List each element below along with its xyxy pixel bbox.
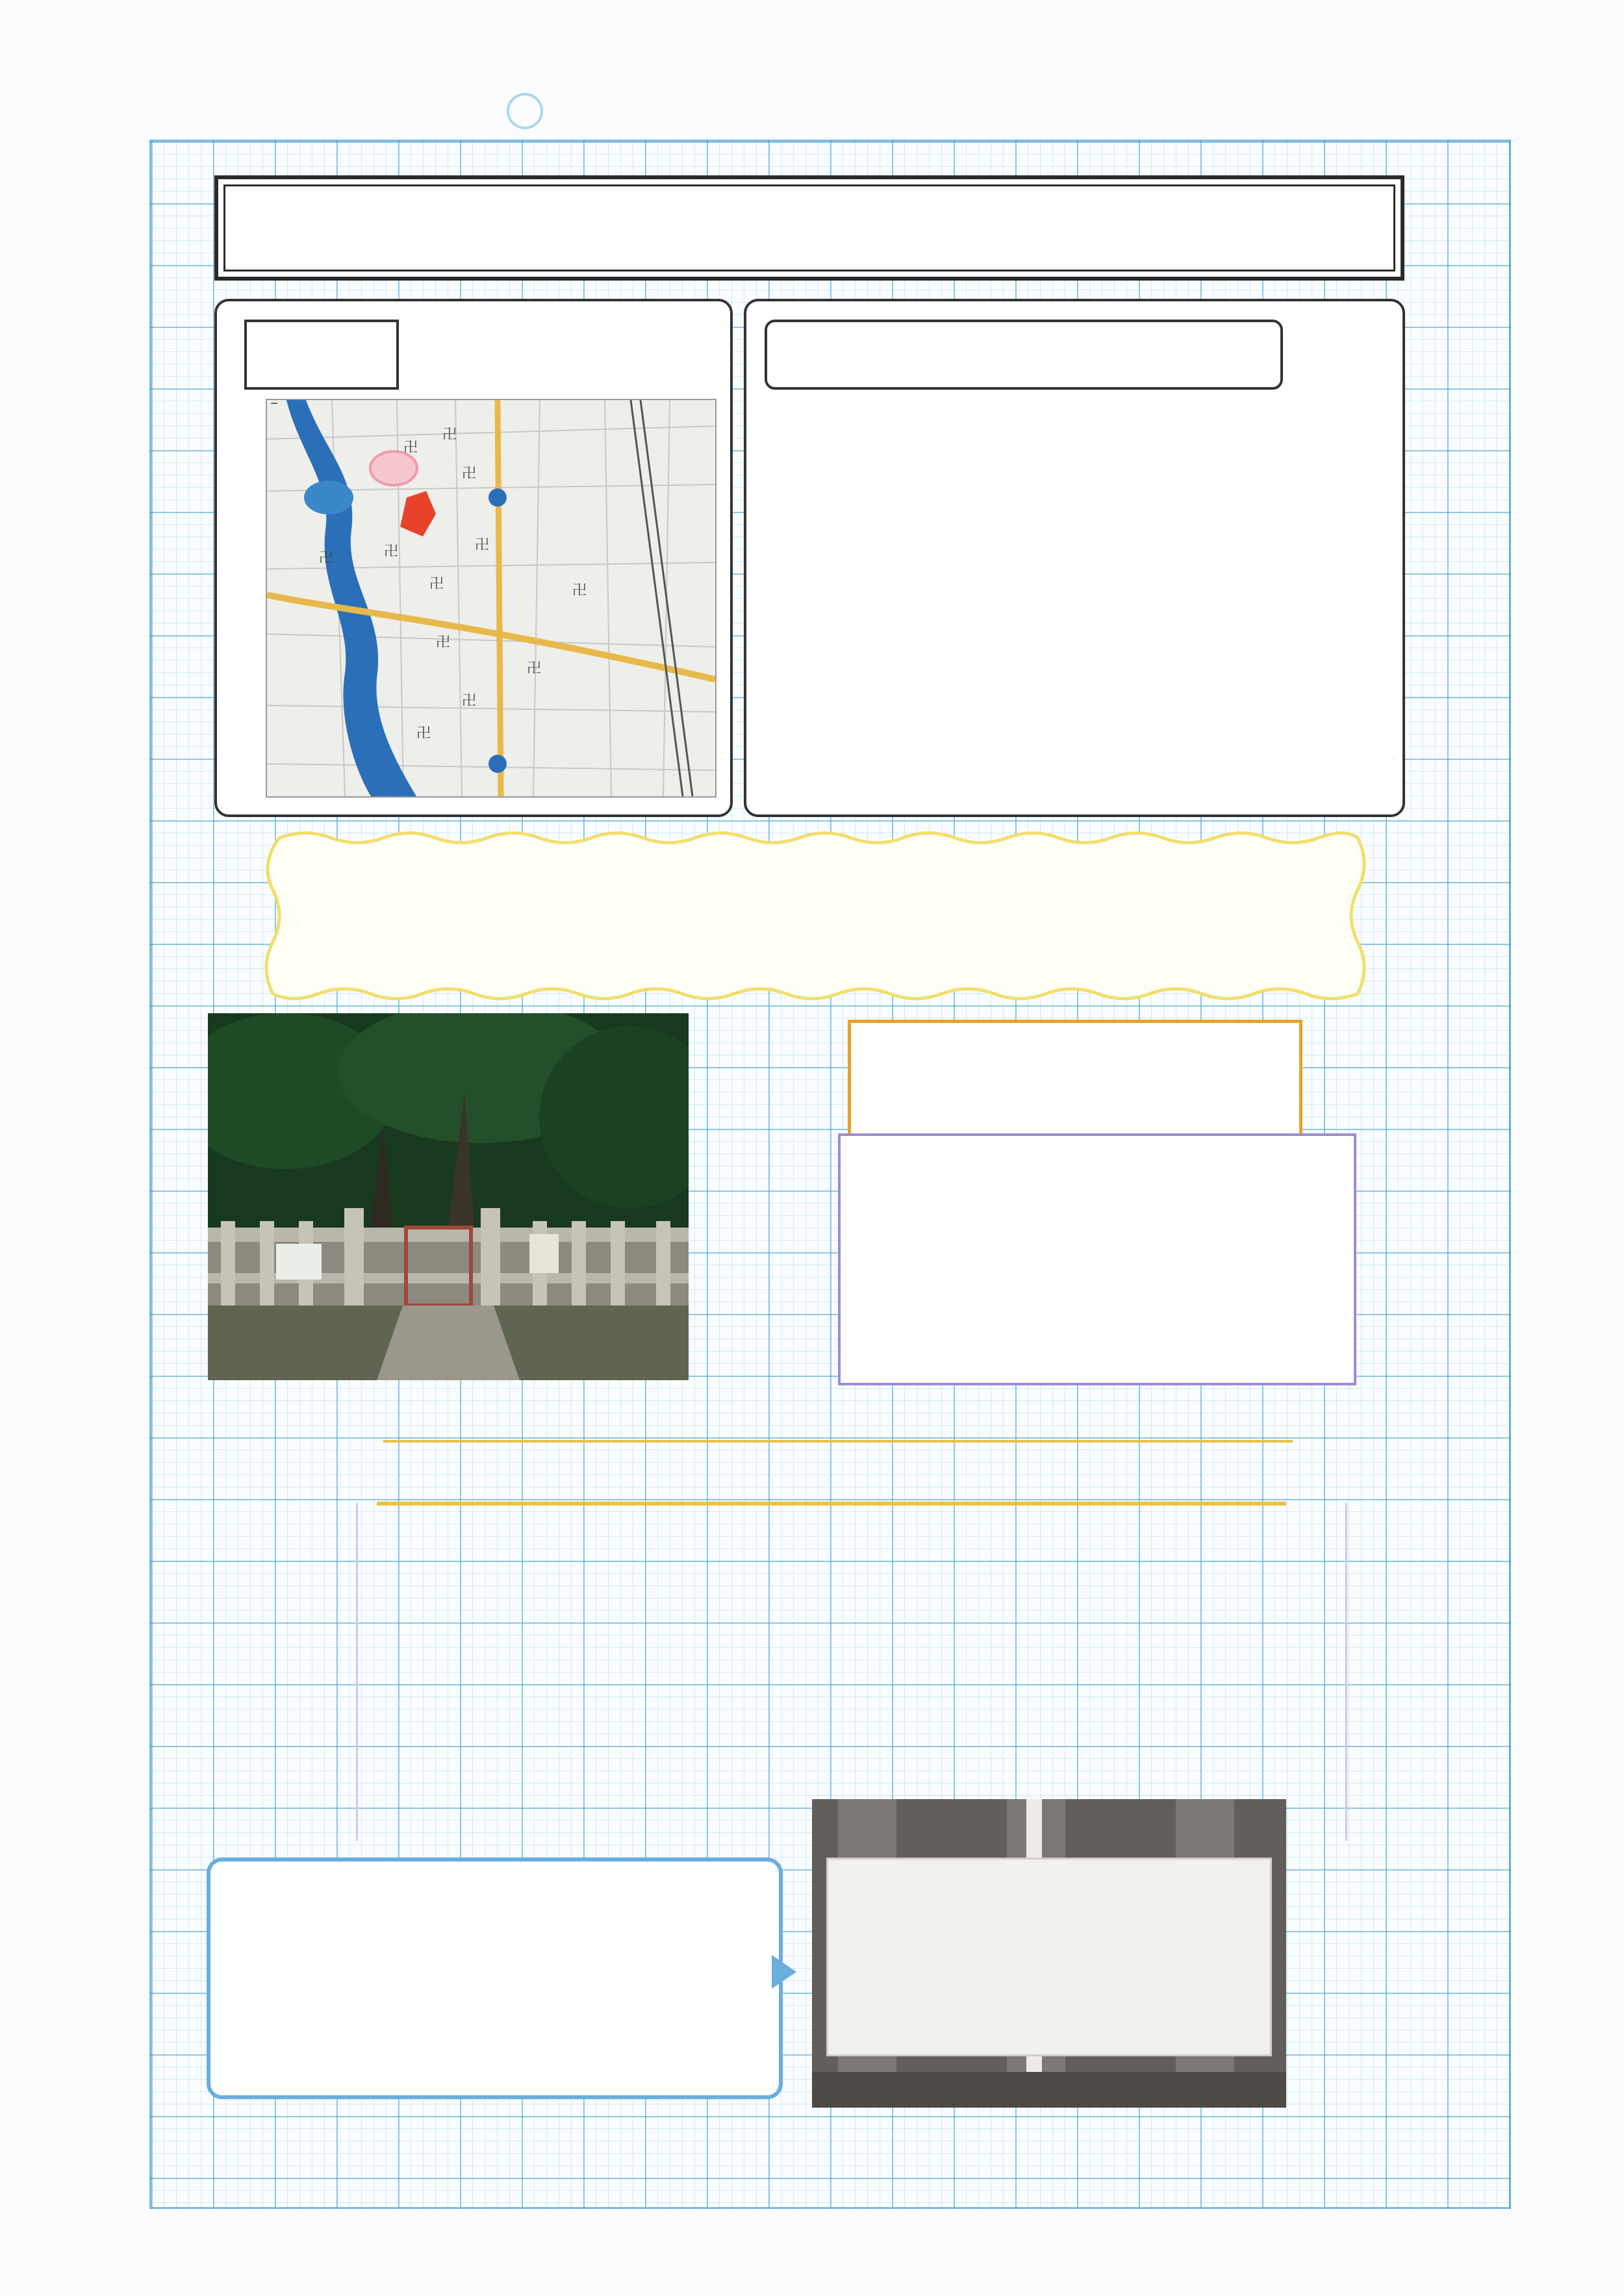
pr-item — [760, 542, 767, 602]
map-main-road — [267, 595, 715, 679]
map-route-sign-icon — [488, 488, 507, 507]
pr-tag — [765, 320, 1283, 390]
paper-header — [507, 90, 1351, 142]
map-pond — [304, 481, 353, 514]
svg-text:卍: 卍 — [384, 544, 399, 560]
sign-board — [826, 1858, 1272, 2056]
svg-text:卍: 卍 — [442, 427, 457, 443]
a2-frame — [356, 1503, 1347, 1841]
svg-text:卍: 卍 — [475, 537, 490, 553]
svg-text:卍: 卍 — [462, 693, 477, 709]
svg-text:卍: 卍 — [527, 661, 542, 677]
location-tag — [244, 320, 399, 390]
photo-tomb-drawing — [208, 1013, 689, 1380]
pr-points-panel — [744, 299, 1405, 817]
callout-box — [207, 1858, 783, 2099]
callout-tail — [772, 1955, 796, 1989]
map-area-label — [271, 403, 277, 404]
page-title-box — [214, 175, 1404, 281]
paper-logo-icon — [507, 93, 543, 129]
a1-box — [838, 1133, 1356, 1385]
pr-item — [760, 422, 767, 482]
map-avenue — [498, 400, 501, 796]
map-tomb-marker — [400, 491, 436, 536]
location-panel — [214, 299, 733, 817]
headline — [253, 857, 1377, 974]
svg-text:卍: 卍 — [416, 725, 431, 742]
svg-text:卍: 卍 — [436, 635, 451, 651]
svg-text:卍: 卍 — [572, 583, 587, 599]
svg-text:卍: 卍 — [462, 466, 477, 482]
map-route-sign-icon — [488, 755, 507, 773]
q1-box — [848, 1020, 1302, 1142]
map-highlight-area — [370, 451, 417, 485]
area-map — [266, 399, 717, 798]
pr-item — [760, 662, 767, 722]
svg-text:卍: 卍 — [429, 576, 444, 592]
map-drawing — [267, 400, 715, 796]
map-railway — [631, 400, 692, 796]
svg-text:卍: 卍 — [403, 440, 418, 456]
q2-overline — [383, 1440, 1293, 1443]
photo-tomb-entrance — [208, 1013, 689, 1380]
svg-text:卍: 卍 — [319, 550, 334, 566]
photo-english-sign — [812, 1799, 1286, 2108]
